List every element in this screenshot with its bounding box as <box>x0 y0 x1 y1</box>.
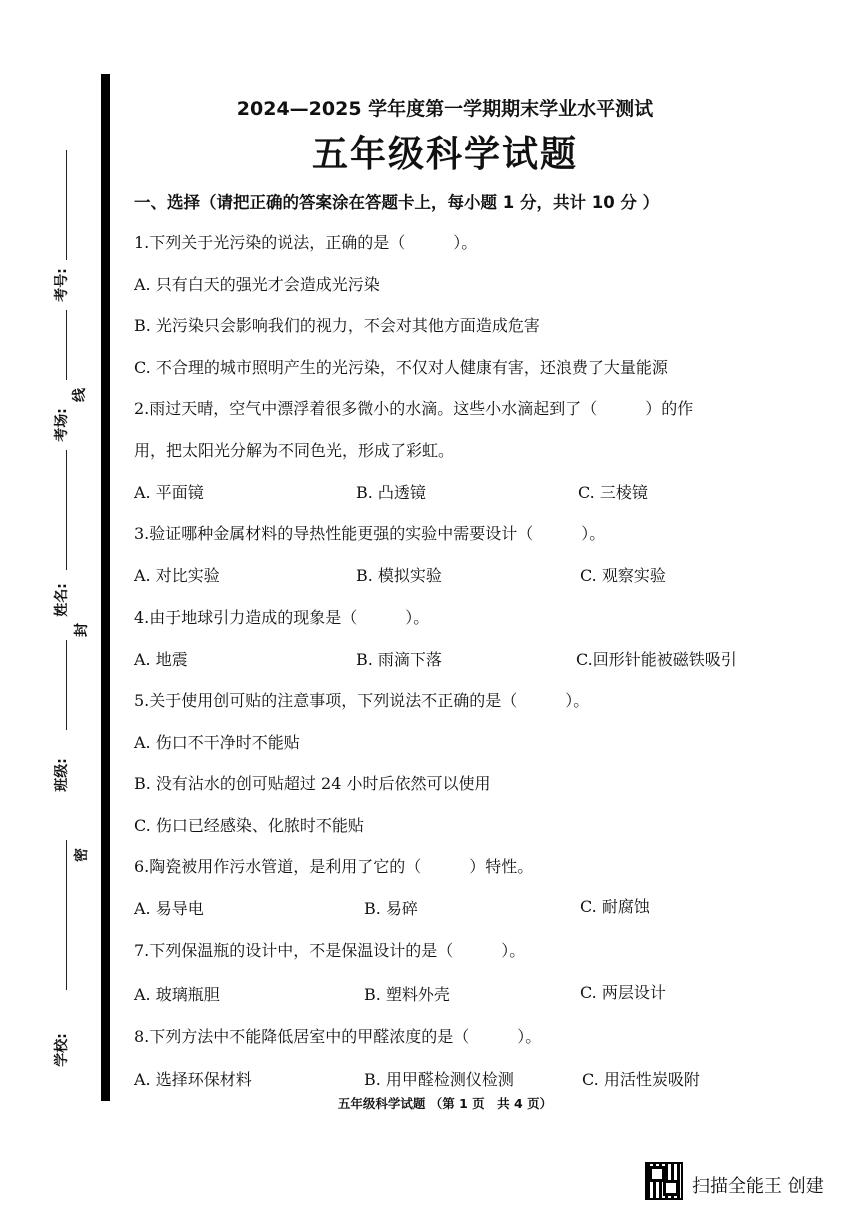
question-stem: 3.验证哪种金属材料的导热性能更强的实验中需要设计（ ）。 <box>134 524 606 543</box>
exam-title: 五年级科学试题 <box>311 134 578 175</box>
question-stem: 1.下列关于光污染的说法，正确的是（ ）。 <box>134 233 478 252</box>
option-c: C. 不合理的城市照明产生的光污染，不仅对人健康有害，还浪费了大量能源 <box>134 358 668 377</box>
exam-subtitle: 2024—2025 学年度第一学期期末学业水平测试 <box>236 98 654 120</box>
option-b: B. 塑料外壳 <box>364 985 450 1004</box>
qr-code-icon <box>645 1162 683 1200</box>
option-b: B. 雨滴下落 <box>356 650 442 669</box>
page-footer: 五年级科学试题 （第 1 页 共 4 页） <box>337 1096 553 1111</box>
question-stem: 5.关于使用创可贴的注意事项，下列说法不正确的是（ ）。 <box>134 691 590 710</box>
question-stem: 6.陶瓷被用作污水管道，是利用了它的（ ）特性。 <box>134 857 534 876</box>
binding-bar <box>101 74 110 1101</box>
option-a: A. 平面镜 <box>134 483 204 502</box>
binding-line <box>66 840 67 990</box>
binding-line <box>66 310 67 380</box>
section-heading: 一、选择（请把正确的答案涂在答题卡上，每小题 1 分，共计 10 分 ） <box>134 193 660 212</box>
label-xuexiao: 学校: <box>53 1033 70 1067</box>
option-c: C.回形针能被磁铁吸引 <box>576 650 737 669</box>
question-stem: 7.下列保温瓶的设计中，不是保温设计的是（ ）。 <box>134 941 526 960</box>
option-b: B. 凸透镜 <box>356 483 426 502</box>
question-stem: 2.雨过天晴，空气中漂浮着很多微小的水滴。这些小水滴起到了（ ）的作 <box>134 399 694 418</box>
question-stem: 8.下列方法中不能降低居室中的甲醛浓度的是（ ）。 <box>134 1027 542 1046</box>
label-banji: 班级: <box>53 758 70 792</box>
mark-xian: 线 <box>72 388 88 402</box>
question-stem-cont: 用，把太阳光分解为不同色光，形成了彩虹。 <box>134 441 455 460</box>
option-c: C. 用活性炭吸附 <box>582 1070 700 1089</box>
option-a: A. 伤口不干净时不能贴 <box>134 733 300 752</box>
option-b: B. 易碎 <box>364 899 418 918</box>
option-b: B. 没有沾水的创可贴超过 24 小时后依然可以使用 <box>134 774 491 793</box>
option-b: B. 光污染只会影响我们的视力，不会对其他方面造成危害 <box>134 316 540 335</box>
option-a: A. 对比实验 <box>134 566 220 585</box>
option-a: A. 易导电 <box>134 899 204 918</box>
question-stem: 4.由于地球引力造成的现象是（ ）。 <box>134 608 430 627</box>
option-a: A. 只有白天的强光才会造成光污染 <box>134 275 380 294</box>
option-c: C. 观察实验 <box>580 566 666 585</box>
option-a: A. 玻璃瓶胆 <box>134 985 220 1004</box>
binding-line <box>66 450 67 570</box>
option-c: C. 两层设计 <box>580 983 666 1002</box>
option-b: B. 用甲醛检测仪检测 <box>364 1070 514 1089</box>
scanner-watermark: 扫描全能王 创建 <box>692 1176 824 1197</box>
label-kaohao: 考号: <box>53 268 70 302</box>
option-c: C. 伤口已经感染、化脓时不能贴 <box>134 816 364 835</box>
label-xingming: 姓名: <box>53 583 70 617</box>
option-c: C. 耐腐蚀 <box>580 897 650 916</box>
binding-line <box>66 640 67 730</box>
mark-feng: 封 <box>74 623 90 637</box>
option-a: A. 选择环保材料 <box>134 1070 252 1089</box>
option-a: A. 地震 <box>134 650 188 669</box>
label-kaochang: 考场: <box>53 408 70 442</box>
option-b: B. 模拟实验 <box>356 566 442 585</box>
option-c: C. 三棱镜 <box>578 483 648 502</box>
mark-mi: 密 <box>74 848 90 862</box>
